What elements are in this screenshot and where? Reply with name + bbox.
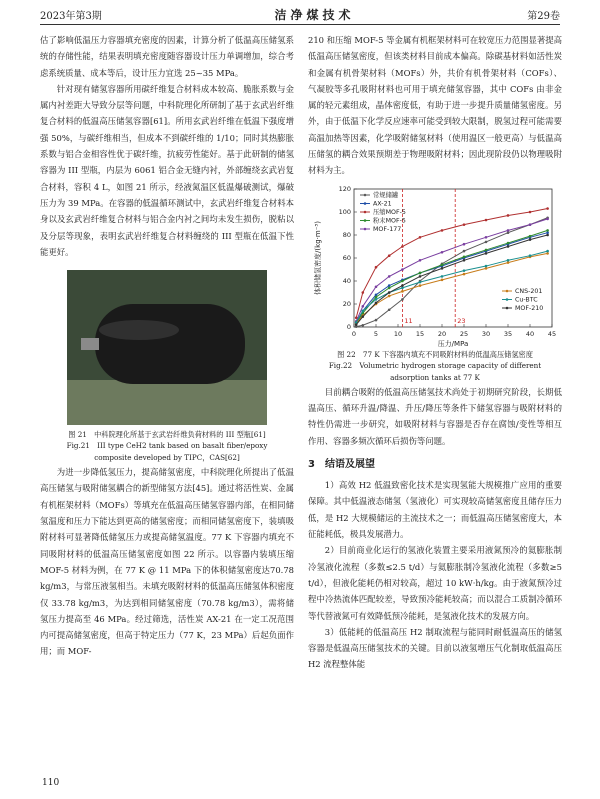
legend-marker <box>364 193 367 196</box>
data-point <box>507 259 510 262</box>
y-tick-label: 80 <box>342 230 351 239</box>
data-point <box>375 298 378 301</box>
data-point <box>529 210 532 213</box>
data-point <box>546 231 549 234</box>
legend-marker <box>506 289 509 292</box>
data-point <box>485 267 488 270</box>
issue-label: 2023年第3期 <box>40 10 102 22</box>
data-point <box>362 291 365 294</box>
data-point <box>401 279 404 282</box>
pressure-marker-label: 23 <box>457 316 466 325</box>
pressure-marker-label: 11 <box>404 316 413 325</box>
x-tick-label: 20 <box>437 329 447 338</box>
x-tick-label: 40 <box>525 329 535 338</box>
paragraph: 210 和压缩 MOF-5 等金属有机框架材料可在较宽压力范围显著提高低温高压储氢密度，但该类材料目前成本偏高。除碳基材料如活性炭和金属有机骨架材料（MOFs）外，共价有机骨架材料（COFs）、气凝胶等多孔吸附材料也可用于填充储氢容器，其中 COFs 由非金属的轻元素组成，晶体密度低，有助于进一步提升质量储氢密度。另外，由于低温下化学反应速率可能受到较大限制，脱氢过程可能需要高温加热等因素，化学吸附储氢材料（使用温区一般更高）与低温高压储氢的耦合效果预期差于物理吸附材料；因此现阶段仍以物理吸附材料为主。 <box>308 35 563 176</box>
legend-label: CNS-201 <box>515 287 543 295</box>
data-point <box>463 249 466 252</box>
data-point <box>401 290 404 293</box>
section-heading: 3 结语及展望 <box>308 458 375 470</box>
x-tick-label: 0 <box>351 329 357 338</box>
figure-21-caption-en <box>40 440 294 464</box>
data-point <box>485 218 488 221</box>
data-point <box>375 285 378 288</box>
data-point <box>401 284 404 287</box>
data-point <box>529 254 532 257</box>
figure-22-caption-en-line2: adsorption tanks at 77 K <box>390 372 480 382</box>
legend-label: Cu-BTC <box>515 296 538 304</box>
data-point <box>388 275 391 278</box>
data-point <box>419 284 422 287</box>
journal-title: 洁净煤技术 <box>274 7 355 22</box>
data-point <box>441 263 444 266</box>
legend-marker <box>364 202 367 205</box>
x-tick-label: 10 <box>393 329 403 338</box>
data-point <box>529 223 532 226</box>
legend-label: MOF-177 <box>373 225 402 233</box>
data-point <box>485 240 488 243</box>
figure-21-caption-cn: 图 21 中科院理化所基于玄武岩纤维负荷材料的 III 型瓶[61] <box>68 430 266 440</box>
y-tick-label: 40 <box>342 276 351 285</box>
data-point <box>441 267 444 270</box>
data-point <box>507 214 510 217</box>
data-point <box>401 298 404 301</box>
data-point <box>362 315 365 318</box>
header-rule <box>40 24 560 25</box>
y-tick-label: 120 <box>338 184 351 193</box>
data-point <box>485 236 488 239</box>
y-tick-label: 60 <box>342 253 351 262</box>
data-point <box>546 229 549 232</box>
legend-marker <box>506 306 509 309</box>
data-point <box>375 318 378 321</box>
x-tick-label: 45 <box>547 329 557 338</box>
data-point <box>401 286 404 289</box>
legend-marker <box>364 219 367 222</box>
legend-label: MOF-210 <box>515 304 544 312</box>
data-point <box>463 255 466 258</box>
data-point <box>485 248 488 251</box>
data-point <box>419 275 422 278</box>
data-point <box>362 309 365 312</box>
data-point <box>546 207 549 210</box>
volume-label: 第29卷 <box>527 10 560 22</box>
pressure-vessel-image <box>67 270 267 425</box>
paragraph: 针对现有储氢容器所用碳纤维复合材料成本较高、脆胀系数与金属内衬差距大导致分层等问题，中科院理化所研制了基于玄武岩纤维复合材料的低温高压储氢容器[61]。所用玄武岩纤维在低温下强度增强 50%，与碳纤维相当，但成本不到碳纤维的 1/10；同时其热膨胀系数与铝合金相容性优于碳纤维，抗疲劳性能好。基于此研制的储氢容器为 III 型瓶，内层为 6061 铝合金无缝内衬，外部缠绕玄武岩复合材料，容积 4 L，如图 21 所示，经液氮温区低温爆破测试，爆破压力为 39 MPa。在容器的低温循环测试中，玄武岩纤维复合材料本身以及玄武岩纤维复合材料与铝合金内衬之间均未发生损伤，脱粘以及分层等现象，表明玄武岩纤维复合材料缠绕的 III 型瓶在低温下性能更好。 <box>40 83 294 257</box>
data-point <box>507 245 510 248</box>
y-tick-label: 0 <box>346 322 351 331</box>
data-point <box>507 241 510 244</box>
data-point <box>463 272 466 275</box>
x-tick-label: 5 <box>373 329 379 338</box>
data-point <box>441 251 444 254</box>
data-point <box>441 278 444 281</box>
legend-label: AX-21 <box>373 200 392 208</box>
data-point <box>507 231 510 234</box>
y-tick-label: 20 <box>342 299 351 308</box>
data-point <box>485 252 488 255</box>
legend-marker <box>364 210 367 213</box>
figure-22-caption-en <box>308 360 562 384</box>
data-point <box>355 323 358 326</box>
figure-21-photo <box>67 270 267 425</box>
x-tick-label: 25 <box>459 329 469 338</box>
data-point <box>419 236 422 239</box>
data-point <box>362 324 365 327</box>
figure-22-caption-cn: 图 22 77 K 下容器内填充不同吸附材料的低温高压储氢密度 <box>337 349 533 359</box>
data-point <box>362 305 365 308</box>
data-point <box>529 235 532 238</box>
data-point <box>419 259 422 262</box>
data-point <box>375 295 378 298</box>
data-point <box>388 294 391 297</box>
paragraph: 为进一步降低氢压力，提高储氢密度，中科院理化所提出了低温高压储氢与吸附储氢耦合的新型储氢方法[45]。通过将活性炭、金属有机框架材料（MOFs）等填充在低温高压储氢容器内部，在相同储氢温度和压力下能达到更高的储氢密度；而相同储氢密度下，装填吸附材料可显著降低储氢压力或提高储氢温度。77 K 下容器内填充不同吸附材料的低温高压储氢密度如图 22 所示。以容器内装填压缩 MOF-5 材料为例，在 77 K @ 11 MPa 下的体积储氢密度达70.78 kg/m3，与常压液氢相当。未填充吸附材料的低温高压储氢体积密度仅 33.78 kg/m3，为达到相同储氢密度（70.78 kg/m3），需将储氢压力提高至 46 MPa。经过筛选，活性炭 AX-21 在一定工况范围内可提高储氢密度，但高于特定压力（77 K，23 MPa）后起负面作用；而 MOF- <box>40 467 294 657</box>
data-point <box>485 264 488 267</box>
data-point <box>375 266 378 269</box>
y-axis-label: 体积储氢密度/(kg·m⁻³) <box>314 220 322 295</box>
data-point <box>388 308 391 311</box>
chart-svg <box>308 181 562 349</box>
data-point <box>375 293 378 296</box>
data-point <box>388 286 391 289</box>
legend-label: 常规储罐 <box>373 191 399 199</box>
figure-21-caption-en-line1: Fig.21 III type CeH2 tank based on basalt fiber/epoxy <box>66 441 268 451</box>
data-point <box>546 249 549 252</box>
data-point <box>388 291 391 294</box>
x-axis-label: 压力/MPa <box>437 339 469 348</box>
legend-label: 压缩MOF-5 <box>373 208 406 216</box>
data-point <box>507 261 510 264</box>
data-point <box>546 217 549 220</box>
data-point <box>546 252 549 255</box>
legend-marker <box>364 227 367 230</box>
legend-label: 粉末MOF-5 <box>373 217 406 225</box>
legend-marker <box>506 298 509 301</box>
data-point <box>401 268 404 271</box>
data-point <box>463 243 466 246</box>
running-header <box>40 6 560 22</box>
data-point <box>463 223 466 226</box>
data-point <box>401 245 404 248</box>
data-point <box>388 254 391 257</box>
data-point <box>441 229 444 232</box>
conclusion-item: 3）低能耗的低温高压 H2 制取流程与能同时耐低温高压的储氢容器是低温高压储氢技术的关键。目前以液氢增压气化制取低温高压 H2 流程整体能 <box>308 626 562 670</box>
data-point <box>529 238 532 241</box>
right-column <box>308 32 562 673</box>
data-point <box>546 233 549 236</box>
x-tick-label: 15 <box>415 329 425 338</box>
data-point <box>463 269 466 272</box>
data-point <box>507 229 510 232</box>
data-point <box>441 275 444 278</box>
figure-22-chart <box>308 181 562 349</box>
figure-21-caption-en-line2: composite developed by TIPC，CAS[62] <box>94 453 240 463</box>
paragraph: 目前耦合吸附的低温高压储氢技术尚处于初期研究阶段，长期低温高压、循环升温/降温、升压/降压等条件下储氢容器与吸附材料的特性仍需进一步研究，如吸附材料与容器是否存在腐蚀/变性等相互作用、容器多频次循环后损伤等问题。 <box>308 386 562 446</box>
data-point <box>419 271 422 274</box>
y-tick-label: 100 <box>338 207 351 216</box>
data-point <box>375 301 378 304</box>
left-column <box>40 32 294 660</box>
x-tick-label: 30 <box>481 329 491 338</box>
x-tick-label: 35 <box>503 329 513 338</box>
conclusion-item: 2）目前商业化运行的氢液化装置主要采用液氮预冷的氦膨胀制冷氢液化流程（多数≤2.5 t/d）与氦膨胀制冷氢液化流程（多数≥5 t/d），但液化能耗仍相对较高，超过 10 kW·h/kg。由于液氮预冷过程中冷热流体匹配较差，导致预冷能耗较高；而以混合工质制冷循环等代替液氮可有效降低预冷能耗，是氢液化技术的发展方向。 <box>308 545 562 621</box>
paragraph: 估了影响低温压力容器填充密度的因素，计算分析了低温高压储氢系统的存储性能，结果表明填充密度随容器设计压力单调增加，综合考虑系统质量、成本等后，设计压力宜选 25~35 MPa。 <box>40 35 294 78</box>
data-point <box>388 284 391 287</box>
page-number: 110 <box>42 778 60 788</box>
conclusion-item: 1）高效 H2 低温致密化技术是实现氢能大规模推广应用的重要保障。其中低温液态储氢（氢液化）可实现较高储氢密度且储存压力低，是 H2 大规模储运的主流技术之一；而低温高压储氢密度大，本征能耗低，极具发展潜力。 <box>308 480 562 540</box>
data-point <box>463 259 466 262</box>
figure-22-caption-en-line1: Fig.22 Volumetric hydrogen storage capacity of different <box>328 360 542 370</box>
data-point <box>419 281 422 284</box>
